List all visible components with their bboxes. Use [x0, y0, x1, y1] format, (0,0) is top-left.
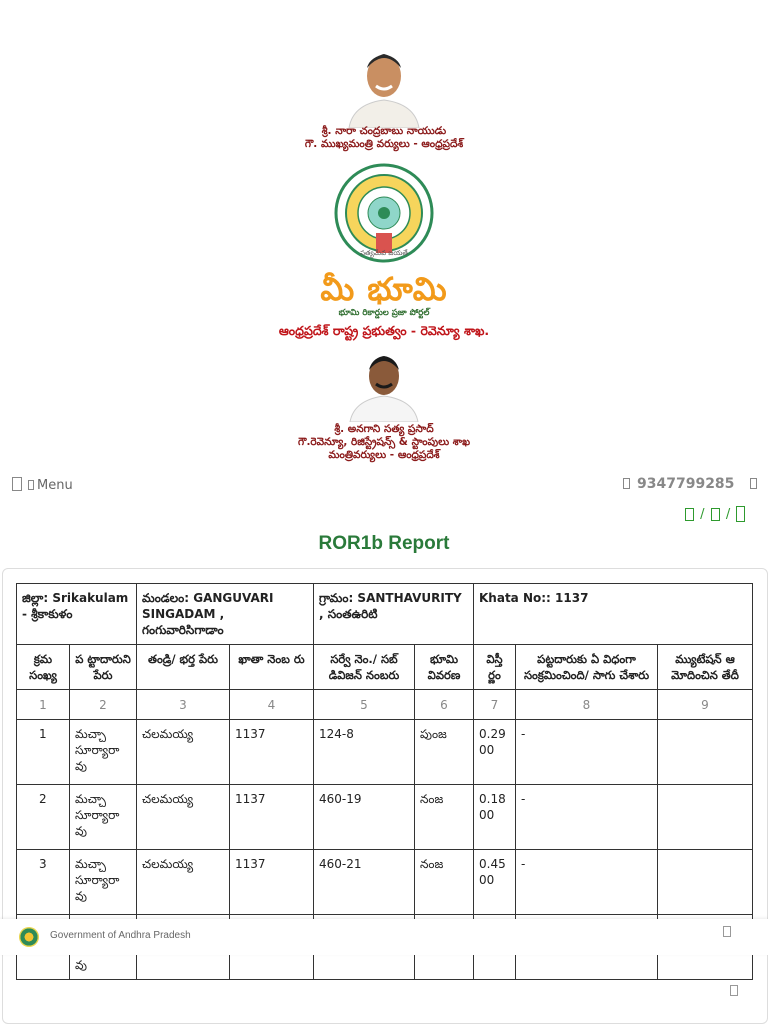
survey-number-cell: 460-21	[314, 850, 415, 915]
village-cell: గ్రామం: SANTHAVURITY , సంతఉరిటి	[314, 584, 474, 645]
acquisition-cell: -	[516, 850, 658, 915]
brand-subtitle: భూమి రికార్డుల ప్రజా పోర్టల్	[338, 308, 430, 318]
minister-title-2: మంత్రివర్యులు - ఆంధ్రప్రదేశ్	[328, 449, 440, 461]
scroll-top-icon[interactable]	[723, 926, 731, 937]
column-index: 3	[137, 690, 230, 720]
column-index: 8	[516, 690, 658, 720]
column-header: ప ట్టాదారుని పేరు	[70, 645, 137, 690]
phone-icon	[623, 478, 630, 489]
menu-icon[interactable]	[28, 480, 34, 490]
column-header: సర్వే నెం./ సబ్ డివిజన్ నంబరు	[314, 645, 415, 690]
menu-button[interactable]: Menu	[37, 478, 73, 493]
khata-number-cell: 1137	[230, 850, 314, 915]
column-header: భూమి వివరణ	[415, 645, 474, 690]
report-breadcrumb-icon[interactable]	[736, 506, 745, 522]
phone-number[interactable]: 9347799285	[637, 476, 735, 492]
ap-emblem-icon	[334, 163, 434, 263]
column-index: 2	[70, 690, 137, 720]
mutation-date-cell	[658, 850, 753, 915]
chief-minister-photo	[341, 42, 427, 128]
survey-number-cell: 460-19	[314, 785, 415, 850]
land-type-cell: నంజ	[415, 850, 474, 915]
father-name-cell: చలమయ్య	[137, 850, 230, 915]
serial-cell: 3	[17, 850, 70, 915]
minister-name: శ్రీ. అనగాని సత్య ప్రసాద్	[334, 423, 434, 435]
emblem-caption: సత్యమేవ జయతే	[360, 249, 408, 257]
owner-name-cell: మచ్చా సూర్యారా వు	[70, 850, 137, 915]
land-type-cell: నంజ	[415, 785, 474, 850]
column-header: పట్టదారుకు ఏ విధంగా సంక్రమించింది/ సాగు చేశారు	[516, 645, 658, 690]
breadcrumb-separator: /	[700, 506, 705, 522]
minister-photo	[344, 346, 424, 422]
section-breadcrumb-icon[interactable]	[711, 508, 720, 521]
owner-name-cell: మచ్చా సూర్యారా వు	[70, 785, 137, 850]
home-breadcrumb-icon[interactable]	[685, 508, 694, 521]
father-name-cell: చలమయ్య	[137, 785, 230, 850]
page-title: ROR1b Report	[318, 533, 450, 554]
breadcrumb-separator: /	[725, 506, 731, 522]
column-header: విస్తీ ర్ణం	[474, 645, 516, 690]
column-header: క్రమ సంఖ్య	[17, 645, 70, 690]
khata-number-cell: 1137	[230, 785, 314, 850]
table-row	[17, 785, 753, 850]
breadcrumb	[685, 506, 765, 526]
acquisition-cell: -	[516, 720, 658, 785]
location-info-row	[17, 584, 753, 645]
mutation-date-cell	[658, 720, 753, 785]
column-header: మ్యుటేషన్ ఆ మోదించిన తేదీ	[658, 645, 753, 690]
column-header: ఖాతా నెంబ రు	[230, 645, 314, 690]
column-index-row	[17, 690, 753, 720]
khata-cell: Khata No:: 1137	[474, 584, 753, 645]
extent-cell: 0.45 00	[474, 850, 516, 915]
department-title: ఆంధ్రప్రదేశ్ రాష్ట్ర ప్రభుత్వం - రెవెన్యూ శాఖ.	[278, 323, 490, 338]
mandal-cell: మండలం: GANGUVARI SINGADAM , గంగువారిసిగాడాం	[137, 584, 314, 645]
owner-name-cell: మచ్చా సూర్యారా వు	[70, 720, 137, 785]
scroll-icon[interactable]	[730, 985, 738, 996]
column-header: తండ్రి/ భర్త పేరు	[137, 645, 230, 690]
column-index: 5	[314, 690, 415, 720]
table-header-row	[17, 645, 753, 690]
brand-title: మీ భూమి	[320, 270, 448, 308]
serial-cell: 1	[17, 720, 70, 785]
home-icon[interactable]	[12, 477, 22, 491]
acquisition-cell: -	[516, 785, 658, 850]
column-index: 7	[474, 690, 516, 720]
extent-cell: 0.18 00	[474, 785, 516, 850]
page-header	[0, 0, 768, 470]
mutation-date-cell	[658, 785, 753, 850]
father-name-cell: చలమయ్య	[137, 720, 230, 785]
column-index: 4	[230, 690, 314, 720]
column-index: 9	[658, 690, 753, 720]
ap-govt-logo-icon	[19, 927, 39, 947]
column-index: 1	[17, 690, 70, 720]
footer-bar	[0, 919, 768, 955]
user-icon[interactable]	[750, 478, 757, 489]
minister-title: గౌ.రెవెన్యూ, రిజిస్ట్రేషన్స్ & స్టాంపులు శాఖ	[297, 436, 470, 448]
extent-cell: 0.29 00	[474, 720, 516, 785]
cm-title: గౌ. ముఖ్యమంత్రి వర్యులు - ఆంధ్రప్రదేశ్	[304, 138, 464, 150]
table-row	[17, 720, 753, 785]
district-cell: జిల్లా: Srikakulam - శ్రీకాకుళం	[17, 584, 137, 645]
column-index: 6	[415, 690, 474, 720]
serial-cell: 2	[17, 785, 70, 850]
survey-number-cell: 124-8	[314, 720, 415, 785]
footer-gov-text[interactable]: Government of Andhra Pradesh	[50, 930, 191, 941]
owner-name-cell: వు	[70, 915, 137, 980]
menu-bar	[0, 472, 768, 498]
khata-number-cell: 1137	[230, 720, 314, 785]
land-type-cell: పుంజ	[415, 720, 474, 785]
table-row	[17, 850, 753, 915]
cm-name: శ్రీ. నారా చంద్రబాబు నాయుడు	[321, 125, 447, 137]
